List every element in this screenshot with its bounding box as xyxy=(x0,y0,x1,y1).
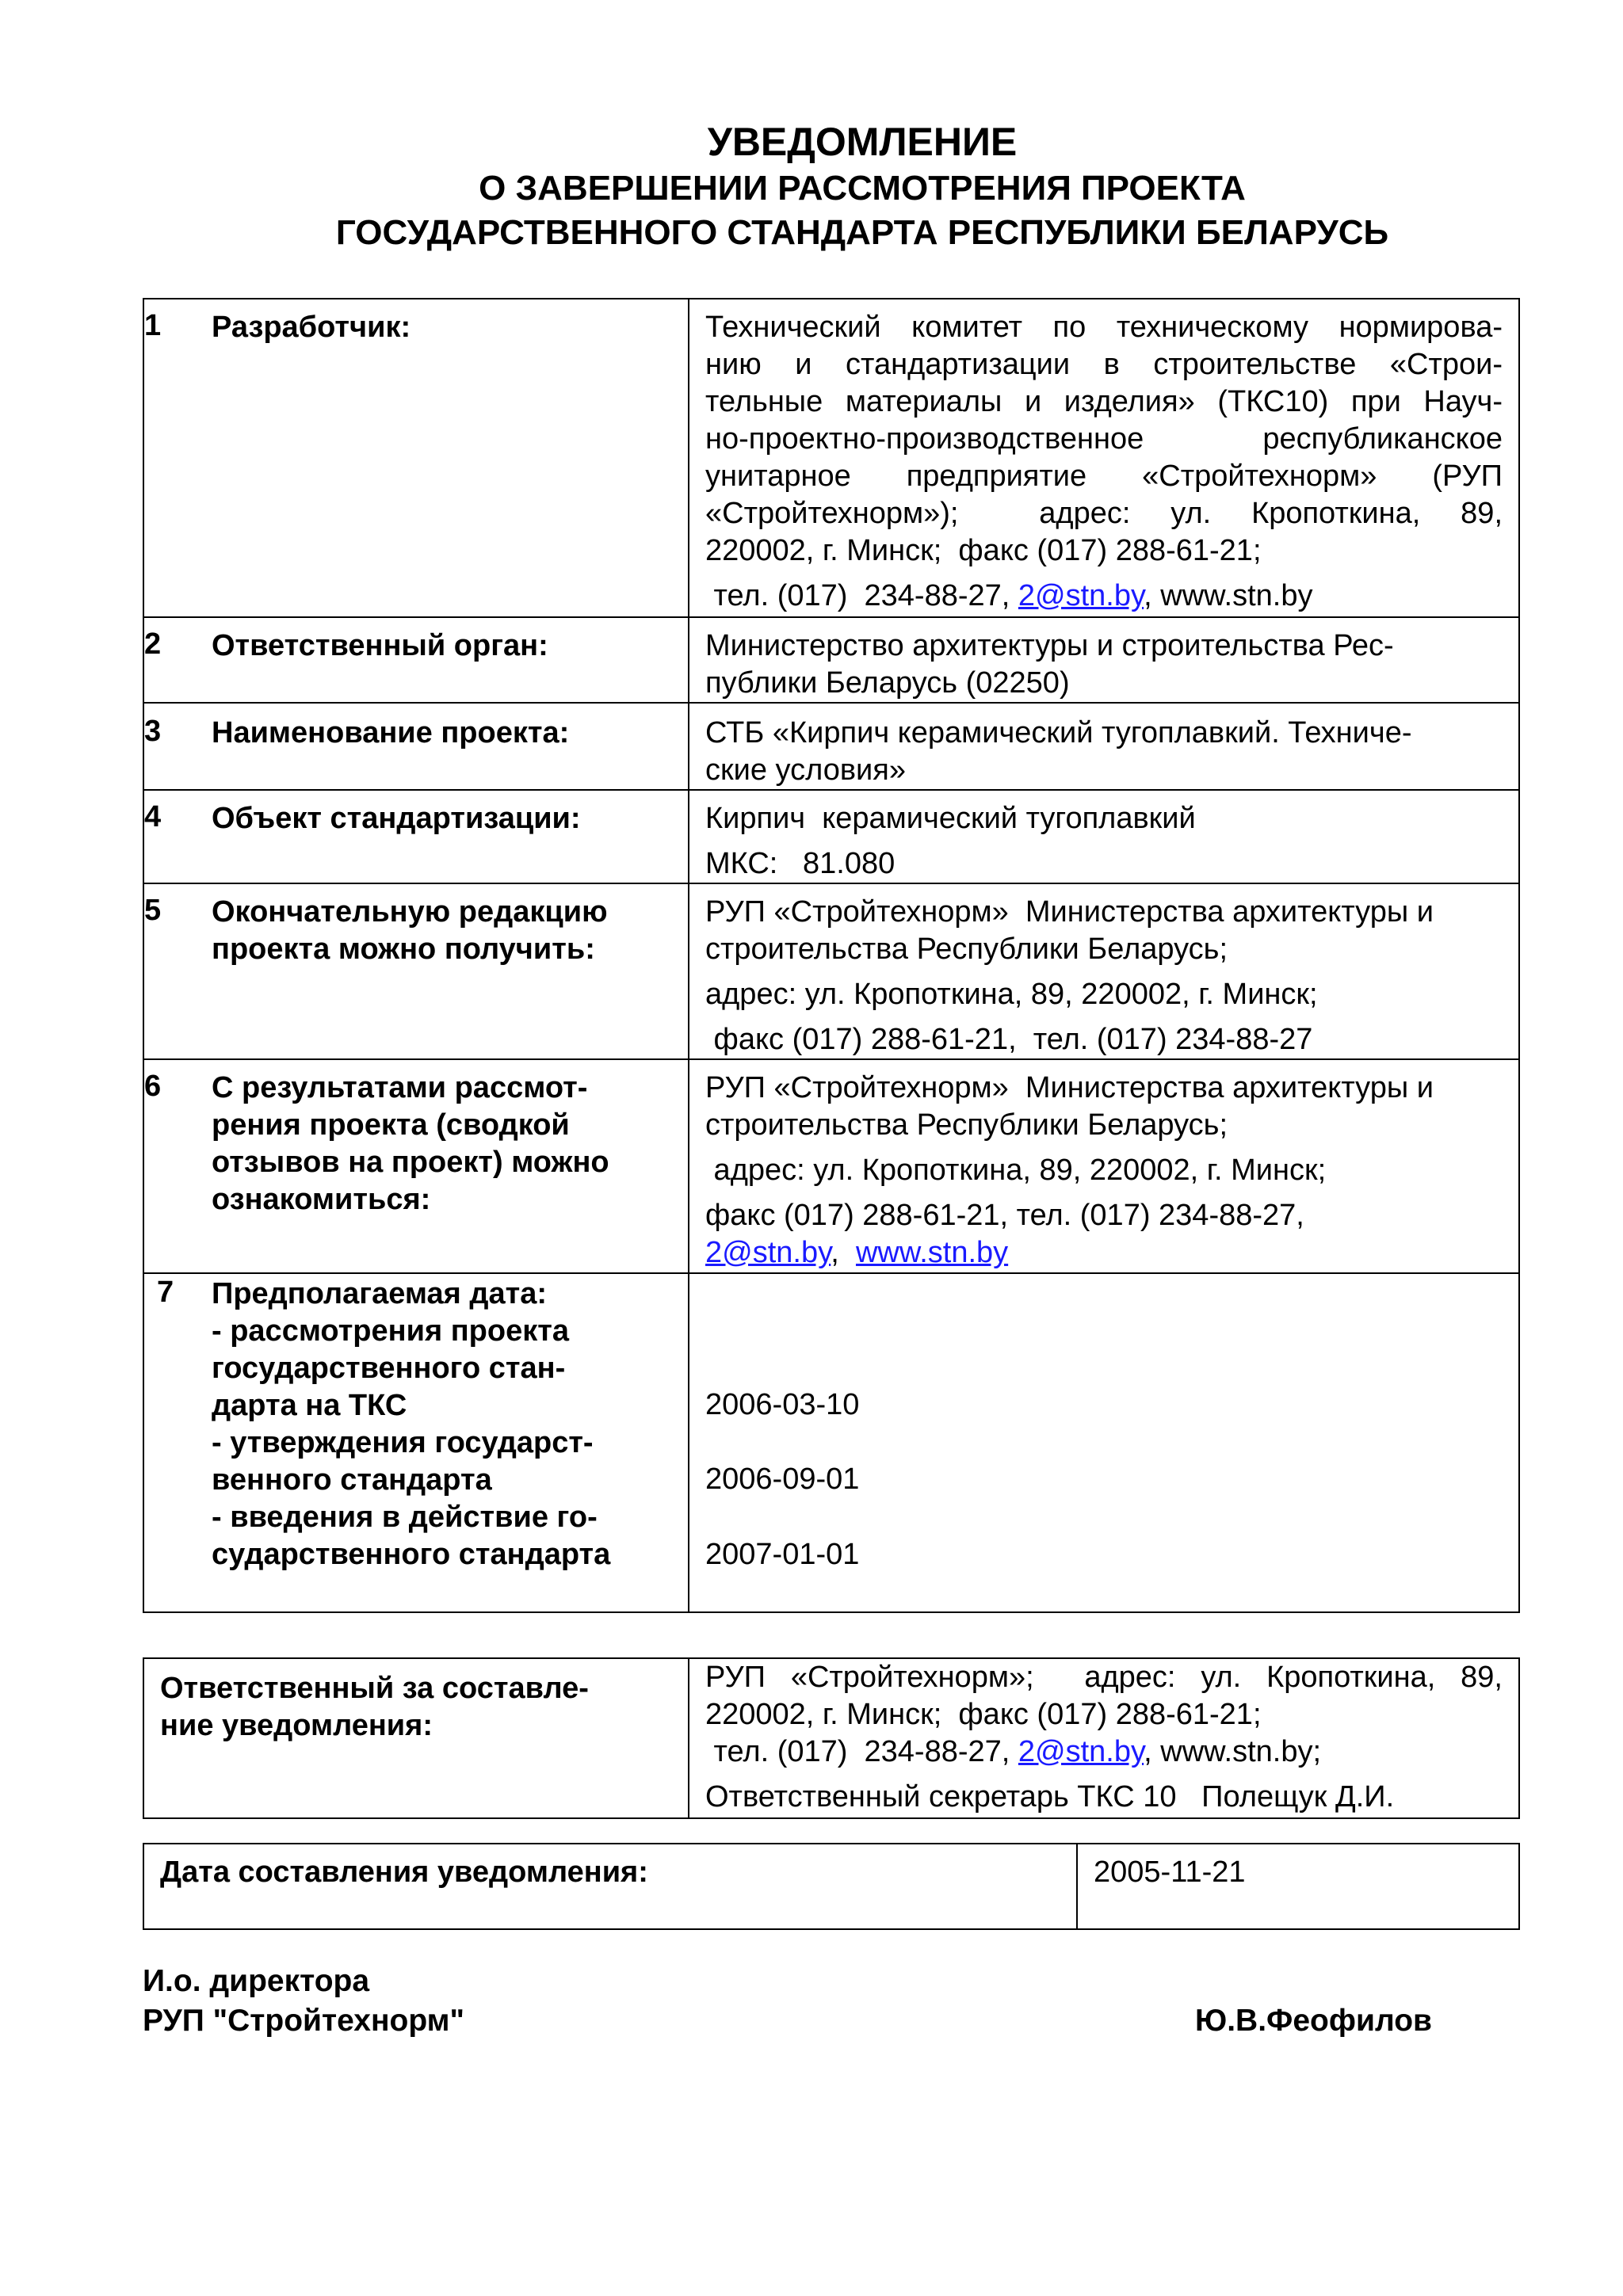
responsible-label: Ответственный за составле- ние уведомления: xyxy=(143,1658,689,1818)
table-row xyxy=(143,1658,1519,1818)
row-number: 5 xyxy=(143,883,212,1059)
row-value: Технический комитет по техническому нормирова- нию и стандартизации в строительстве «Строи- тельные материалы и изделия» (ТКС10) при Науч- но-проектно-производственное республиканское унитарное предприятие «Стройтехнорм» (РУП «Стройтехнорм»); адрес: ул. Кропоткина, 89, 220002, г. Минск; факс (017) 288-61-21; тел. (017) 234-88-27, 2@stn.by, www.stn.by xyxy=(689,299,1519,617)
row-value: СТБ «Кирпич керамический тугоплавкий. Техниче- ские условия» xyxy=(689,703,1519,790)
responsible-value: РУП «Стройтехнорм»; адрес: ул. Кропоткина, 89, 220002, г. Минск; факс (017) 288-61-21; тел. (017) 234-88-27, 2@stn.by, www.stn.by; Ответственный секретарь ТКС 10 Полещук Д.И. xyxy=(689,1658,1519,1818)
table-row xyxy=(143,1059,1519,1273)
date-approval: 2006-09-01 xyxy=(705,1463,860,1496)
email-link[interactable]: 2@stn.by xyxy=(705,1236,831,1269)
table-row xyxy=(143,790,1519,883)
document-title xyxy=(0,117,1623,255)
row-value: Министерство архитектуры и строительства Рес- публики Беларусь (02250) xyxy=(689,617,1519,703)
row-label: Наименование проекта: xyxy=(212,703,689,790)
row-label: Предполагаемая дата: - рассмотрения проекта государственного стан- дарта на ТКС - утверждения государст- венного стандарта - введения в действие го- сударственного стандарта xyxy=(212,1273,689,1612)
email-link[interactable]: 2@stn.by xyxy=(1018,1735,1144,1768)
row-value xyxy=(689,1273,1519,1612)
compile-date-table xyxy=(143,1843,1520,1930)
title-line-1: О ЗАВЕРШЕНИИ РАССМОТРЕНИЯ ПРОЕКТА xyxy=(479,169,1246,208)
row-value: РУП «Стройтехнорм» Министерства архитектуры и строительства Республики Беларусь; адрес: ул. Кропоткина, 89, 220002, г. Минск; факс (017) 288-61-21, тел. (017) 234-88-27 xyxy=(689,883,1519,1059)
row-number: 7 xyxy=(143,1273,212,1612)
website-link[interactable]: www.stn.by xyxy=(855,1236,1009,1269)
row-label: Разработчик: xyxy=(212,299,689,617)
row-number: 3 xyxy=(143,703,212,790)
table-row xyxy=(143,617,1519,703)
date-effective: 2007-01-01 xyxy=(705,1538,860,1571)
row-label: Окончательную редакцию проекта можно получить: xyxy=(212,883,689,1059)
title-main: УВЕДОМЛЕНИЕ xyxy=(707,120,1018,164)
table-row xyxy=(143,1844,1519,1929)
table-row xyxy=(143,1273,1519,1612)
compile-date-label: Дата составления уведомления: xyxy=(143,1844,1077,1929)
row-value: РУП «Стройтехнорм» Министерства архитектуры и строительства Республики Беларусь; адрес: ул. Кропоткина, 89, 220002, г. Минск; факс (017) 288-61-21, тел. (017) 234-88-27, 2@stn.by, www.stn.by xyxy=(689,1059,1519,1273)
signature-position: И.о. директора РУП "Стройтехнорм" xyxy=(143,1964,464,2038)
table-row xyxy=(143,883,1519,1059)
date-review: 2006-03-10 xyxy=(705,1388,860,1421)
row-number: 6 xyxy=(143,1059,212,1273)
row-number: 4 xyxy=(143,790,212,883)
row-number: 2 xyxy=(143,617,212,703)
table-row xyxy=(143,703,1519,790)
row-value: Кирпич керамический тугоплавкий МКС: 81.080 xyxy=(689,790,1519,883)
compile-date-value: 2005-11-21 xyxy=(1077,1844,1519,1929)
signature-name: Ю.В.Феофилов xyxy=(1195,2004,1433,2038)
notice-table xyxy=(143,298,1520,1613)
row-number: 1 xyxy=(143,299,212,617)
table-row xyxy=(143,299,1519,617)
responsible-table xyxy=(143,1657,1520,1819)
row-label: С результатами рассмот- рения проекта (сводкой отзывов на проект) можно ознакомиться: xyxy=(212,1059,689,1273)
row-label: Ответственный орган: xyxy=(212,617,689,703)
row-label: Объект стандартизации: xyxy=(212,790,689,883)
title-line-2: ГОСУДАРСТВЕННОГО СТАНДАРТА РЕСПУБЛИКИ БЕЛАРУСЬ xyxy=(335,213,1389,252)
email-link[interactable]: 2@stn.by xyxy=(1018,579,1144,612)
